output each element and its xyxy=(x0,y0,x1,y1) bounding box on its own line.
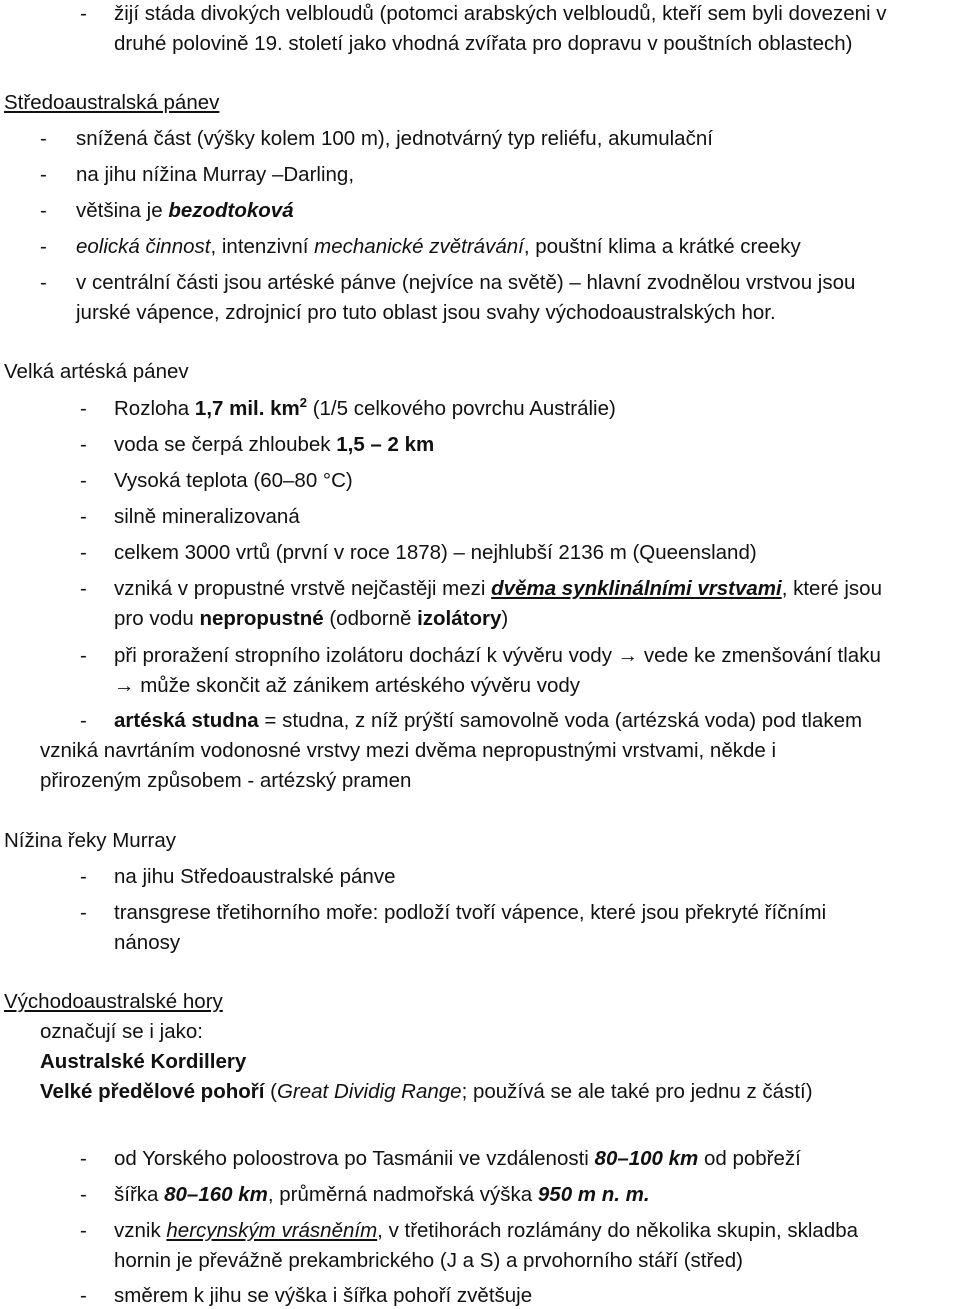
intro-line-1: žijí stáda divokých velbloudů (potomci arabských velbloudů, kteří sem byli dovezeni v xyxy=(114,2,887,25)
bullet-dash: - xyxy=(80,1219,87,1242)
eastern-para-3: Velké předělové pohoří (Great Dividig Range; používá se ale také pro jednu z částí) xyxy=(40,1080,813,1103)
artesian-bullet-7-line-2: → může skončit až zánikem artéského vývěru vody xyxy=(114,674,580,697)
artesian-bullet-7-line-1: při proražení stropního izolátoru dochází k vývěru vody → vede ke zmenšování tlaku xyxy=(114,644,881,667)
bullet-dash: - xyxy=(40,163,47,186)
artesian-bullet-6-line-1: vzniká v propustné vrstvě nejčastěji mezi dvěma synklinálními vrstvami, které jsou xyxy=(114,577,882,600)
artesian-bullet-8-line-2: vzniká navrtáním vodonosné vrstvy mezi dvěma nepropustnými vrstvami, někde i xyxy=(40,739,777,762)
eastern-bullet-3-line-2: hornin je převážně prekambrického (J a S) a prvohorního stáří (střed) xyxy=(114,1249,743,1272)
murray-bullet-2-line-2: nánosy xyxy=(114,931,181,954)
artesian-bullet-3: Vysoká teplota (60–80 °C) xyxy=(114,469,353,492)
heading-murray-lowland: Nížina řeky Murray xyxy=(4,829,177,852)
intro-line-2: druhé polovině 19. století jako vhodná zvířata pro dopravu v pouštních oblastech) xyxy=(114,32,853,55)
central-bullet-2: na jihu nížina Murray –Darling, xyxy=(76,163,355,186)
central-bullet-3: většina je bezodtoková xyxy=(76,199,294,222)
artesian-bullet-5: celkem 3000 vrtů (první v roce 1878) – nejhlubší 2136 m (Queensland) xyxy=(114,541,757,564)
bullet-dash: - xyxy=(40,271,47,294)
artesian-bullet-6-line-2: pro vodu nepropustné (odborně izolátory) xyxy=(114,607,509,630)
bullet-dash: - xyxy=(80,469,87,492)
central-bullet-4: eolická činnost, intenzivní mechanické zvětrávání, pouštní klima a krátké creeky xyxy=(76,235,801,258)
heading-artesian-basin: Velká artéská pánev xyxy=(4,360,189,383)
artesian-bullet-4: silně mineralizovaná xyxy=(114,505,300,528)
bullet-dash: - xyxy=(80,709,87,732)
bullet-dash: - xyxy=(80,1147,87,1170)
artesian-bullet-1: Rozloha 1,7 mil. $km^2$ (1/5 celkového povrchu Austrálie) xyxy=(114,395,616,420)
central-bullet-5-line-2: jurské vápence, zdrojnicí pro tuto oblast jsou svahy východoaustralských hor. xyxy=(76,301,776,324)
bullet-dash: - xyxy=(80,865,87,888)
artesian-bullet-8-line-1: artéská studna = studna, z níž prýští samovolně voda (artézská voda) pod tlakem xyxy=(114,709,863,732)
murray-bullet-1: na jihu Středoaustralské pánve xyxy=(114,865,396,888)
eastern-para-2: Australské Kordillery xyxy=(40,1050,247,1073)
bullet-dash: - xyxy=(80,433,87,456)
bullet-dash: - xyxy=(40,199,47,222)
bullet-dash: - xyxy=(80,577,87,600)
central-bullet-1: snížená část (výšky kolem 100 m), jednotvárný typ reliéfu, akumulační xyxy=(76,127,713,150)
heading-central-basin: Středoaustralská pánev xyxy=(4,91,220,114)
bullet-dash: - xyxy=(80,2,87,25)
eastern-bullet-2: šířka 80–160 km, průměrná nadmořská výška 950 m n. m. xyxy=(114,1183,650,1206)
bullet-dash: - xyxy=(80,644,87,667)
eastern-bullet-4: směrem k jihu se výška i šířka pohoří zvětšuje xyxy=(114,1284,533,1307)
bullet-dash: - xyxy=(40,235,47,258)
bullet-dash: - xyxy=(40,127,47,150)
bullet-dash: - xyxy=(80,397,87,420)
bullet-dash: - xyxy=(80,505,87,528)
murray-bullet-2-line-1: transgrese třetihorního moře: podloží tvoří vápence, které jsou překryté říčními xyxy=(114,901,827,924)
bullet-dash: - xyxy=(80,901,87,924)
eastern-para-1: označují se i jako: xyxy=(40,1020,203,1043)
eastern-bullet-1: od Yorského poloostrova po Tasmánii ve vzdálenosti 80–100 km od pobřeží xyxy=(114,1147,801,1170)
artesian-bullet-8-line-3: přirozeným způsobem - artézský pramen xyxy=(40,769,412,792)
artesian-bullet-2: voda se čerpá zhloubek 1,5 – 2 km xyxy=(114,433,435,456)
eastern-bullet-3-line-1: vznik hercynským vrásněním, v třetihorách rozlámány do několika skupin, skladba xyxy=(114,1219,859,1242)
bullet-dash: - xyxy=(80,1183,87,1206)
heading-eastern-highlands: Východoaustralské hory xyxy=(4,990,223,1013)
bullet-dash: - xyxy=(80,541,87,564)
bullet-dash: - xyxy=(80,1284,87,1307)
central-bullet-5-line-1: v centrální části jsou artéské pánve (nejvíce na světě) – hlavní zvodnělou vrstvou jsou xyxy=(76,271,856,294)
